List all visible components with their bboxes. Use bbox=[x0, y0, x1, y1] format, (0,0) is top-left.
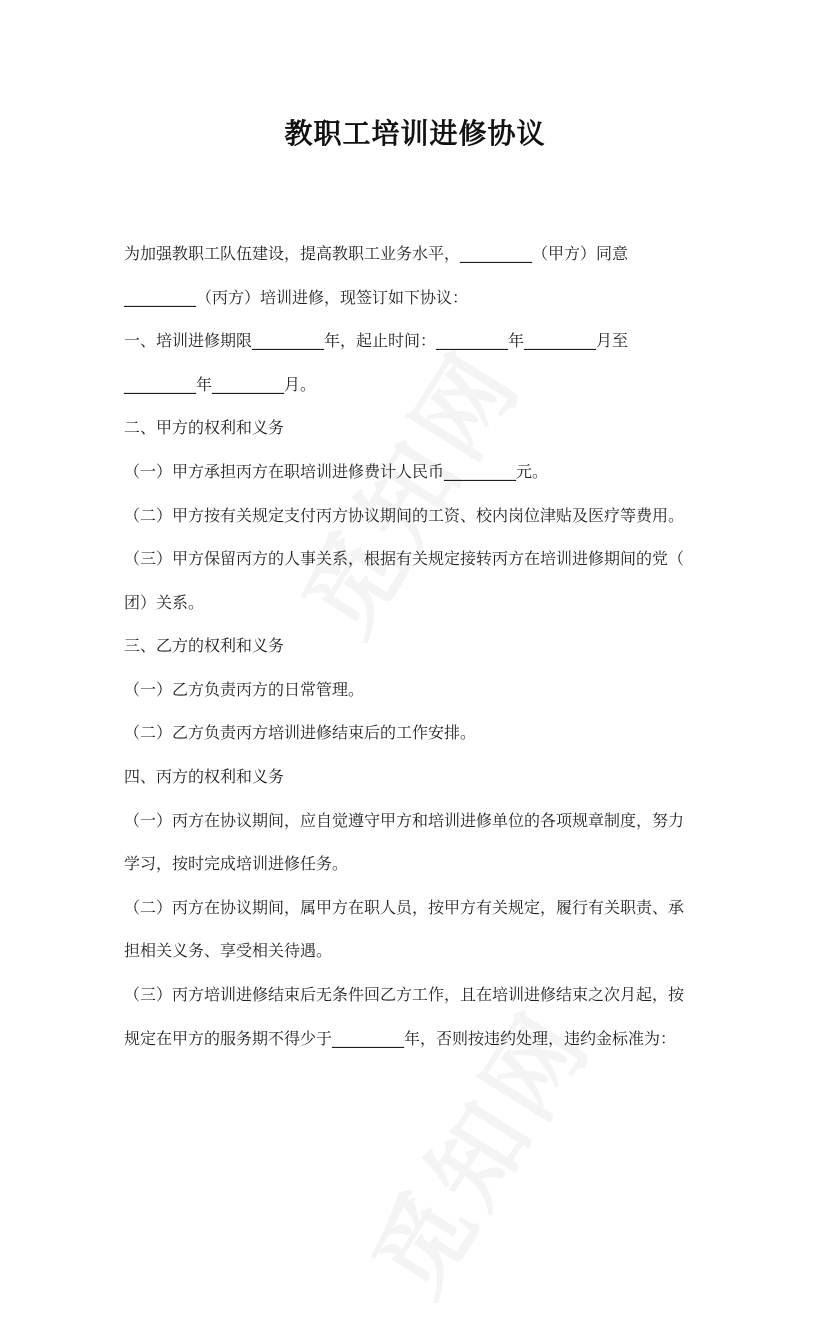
paragraph-line: （一）甲方承担丙方在职培训进修费计人民币_________元。 bbox=[124, 462, 549, 481]
paragraph-line: 担相关义务、享受相关待遇。 bbox=[124, 941, 333, 960]
paragraph-line: （一）乙方负责丙方的日常管理。 bbox=[124, 680, 365, 699]
paragraph-line: （一）丙方在协议期间，应自觉遵守甲方和培训进修单位的各项规章制度，努力 bbox=[124, 811, 685, 830]
paragraph-line: 团）关系。 bbox=[124, 593, 205, 612]
paragraph-line: （二）甲方按有关规定支付丙方协议期间的工资、校内岗位津贴及医疗等费用。 bbox=[124, 506, 685, 525]
paragraph-line: （二）丙方在协议期间，属甲方在职人员，按甲方有关规定，履行有关职责、承 bbox=[124, 898, 685, 917]
paragraph-line: 为加强教职工队伍建设，提高教职工业务水平，_________（甲方）同意 bbox=[124, 244, 629, 263]
section-heading: 四、丙方的权利和义务 bbox=[124, 767, 285, 786]
paragraph-line: _________（丙方）培训进修，现签订如下协议： bbox=[124, 288, 469, 307]
section-heading: 三、乙方的权利和义务 bbox=[124, 636, 285, 655]
section-heading: 二、甲方的权利和义务 bbox=[124, 418, 285, 437]
paragraph-line: （二）乙方负责丙方培训进修结束后的工作安排。 bbox=[124, 723, 477, 742]
paragraph-line: （三）丙方培训进修结束后无条件回乙方工作，且在培训进修结束之次月起，按 bbox=[124, 985, 685, 1004]
document-title: 教职工培训进修协议 bbox=[284, 117, 546, 150]
paragraph-line: 学习，按时完成培训进修任务。 bbox=[124, 854, 349, 873]
paragraph-line: 规定在甲方的服务期不得少于_________年，否则按违约处理，违约金标准为： bbox=[124, 1029, 677, 1048]
paragraph-line: （三）甲方保留丙方的人事关系，根据有关规定接转丙方在培训进修期间的党（ bbox=[124, 549, 685, 568]
paragraph-line: 一、培训进修期限_________年，起止时间：_________年_________月至 bbox=[124, 331, 629, 350]
paragraph-line: _________年_________月。 bbox=[124, 375, 317, 394]
